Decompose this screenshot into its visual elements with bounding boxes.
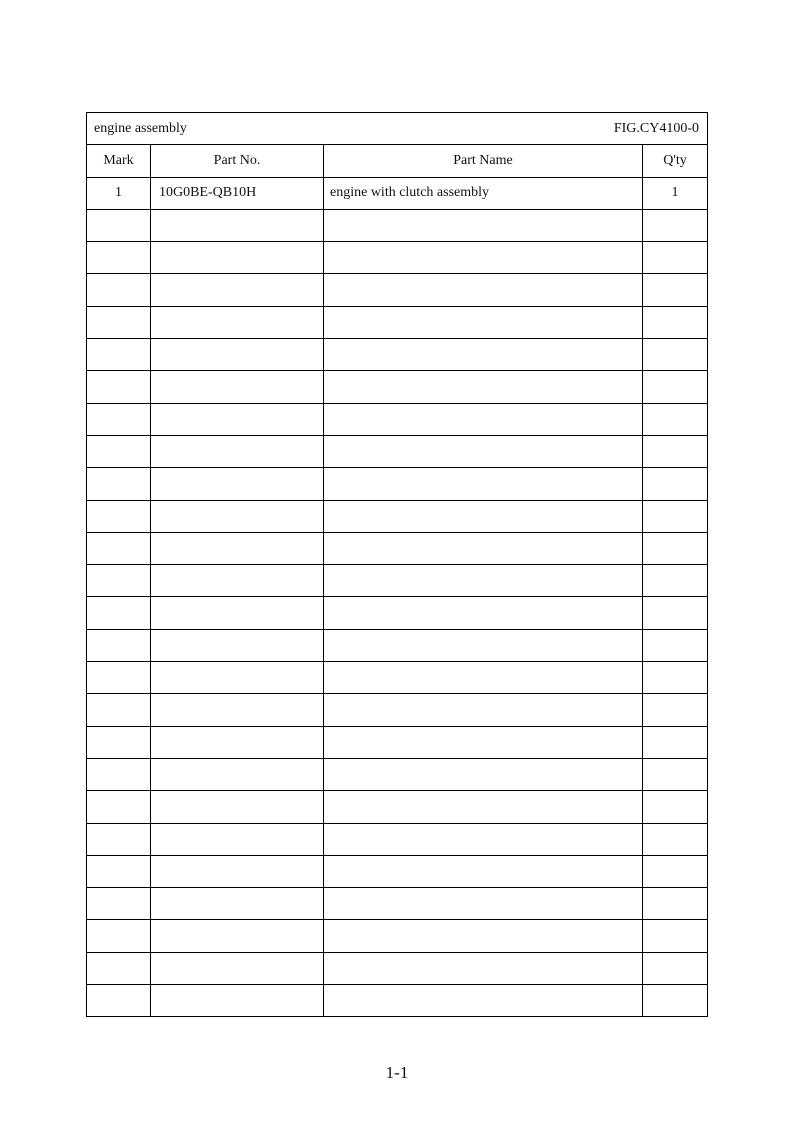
table-row <box>87 306 708 338</box>
cell-mark <box>87 920 151 952</box>
cell-qty <box>643 920 708 952</box>
cell-part-no <box>151 242 324 274</box>
cell-part-no <box>151 694 324 726</box>
cell-part-no <box>151 403 324 435</box>
table-row <box>87 177 708 209</box>
cell-part-no <box>151 823 324 855</box>
cell-part-no <box>151 952 324 984</box>
cell-qty <box>643 758 708 790</box>
cell-mark <box>87 565 151 597</box>
cell-part-no: 10G0BE-QB10H <box>151 177 324 209</box>
cell-part-name <box>324 888 643 920</box>
cell-qty <box>643 694 708 726</box>
cell-mark <box>87 306 151 338</box>
cell-mark <box>87 209 151 241</box>
cell-qty <box>643 209 708 241</box>
cell-mark <box>87 791 151 823</box>
cell-qty <box>643 435 708 467</box>
table-row <box>87 888 708 920</box>
table-row <box>87 500 708 532</box>
cell-mark <box>87 726 151 758</box>
cell-part-no <box>151 791 324 823</box>
cell-part-no <box>151 758 324 790</box>
cell-mark <box>87 662 151 694</box>
table-row <box>87 823 708 855</box>
cell-part-name <box>324 500 643 532</box>
column-header-part-no: Part No. <box>151 145 324 177</box>
cell-qty <box>643 597 708 629</box>
cell-part-no <box>151 985 324 1017</box>
table-body <box>87 113 708 1017</box>
table-row <box>87 726 708 758</box>
cell-part-name <box>324 791 643 823</box>
table-row <box>87 242 708 274</box>
cell-part-name <box>324 532 643 564</box>
cell-part-no <box>151 532 324 564</box>
cell-qty <box>643 726 708 758</box>
cell-part-name <box>324 985 643 1017</box>
cell-part-name <box>324 306 643 338</box>
cell-qty: 1 <box>643 177 708 209</box>
cell-qty <box>643 306 708 338</box>
cell-mark <box>87 532 151 564</box>
cell-part-name <box>324 371 643 403</box>
cell-part-no <box>151 371 324 403</box>
cell-part-name <box>324 823 643 855</box>
cell-mark <box>87 403 151 435</box>
cell-mark: 1 <box>87 177 151 209</box>
cell-part-name <box>324 758 643 790</box>
cell-part-name <box>324 726 643 758</box>
table-row <box>87 339 708 371</box>
cell-qty <box>643 500 708 532</box>
cell-part-no <box>151 888 324 920</box>
cell-mark <box>87 629 151 661</box>
cell-mark <box>87 371 151 403</box>
cell-mark <box>87 339 151 371</box>
page-number: 1-1 <box>385 1063 409 1082</box>
cell-mark <box>87 500 151 532</box>
cell-part-name <box>324 662 643 694</box>
table-row <box>87 855 708 887</box>
cell-part-no <box>151 306 324 338</box>
table-row <box>87 209 708 241</box>
table-row <box>87 952 708 984</box>
cell-part-name <box>324 597 643 629</box>
table-row <box>87 694 708 726</box>
cell-part-no <box>151 662 324 694</box>
cell-qty <box>643 629 708 661</box>
cell-part-name <box>324 209 643 241</box>
figure-number: FIG.CY4100-0 <box>613 120 700 136</box>
cell-part-name <box>324 920 643 952</box>
cell-qty <box>643 339 708 371</box>
cell-mark <box>87 823 151 855</box>
cell-mark <box>87 694 151 726</box>
table-row <box>87 468 708 500</box>
cell-part-no <box>151 274 324 306</box>
table-row <box>87 597 708 629</box>
cell-part-no <box>151 855 324 887</box>
cell-part-name <box>324 565 643 597</box>
cell-part-name <box>324 435 643 467</box>
cell-mark <box>87 855 151 887</box>
cell-qty <box>643 662 708 694</box>
cell-part-no <box>151 468 324 500</box>
cell-qty <box>643 371 708 403</box>
table-row <box>87 791 708 823</box>
cell-mark <box>87 468 151 500</box>
table-row <box>87 435 708 467</box>
table-row <box>87 371 708 403</box>
cell-part-no <box>151 435 324 467</box>
cell-part-no <box>151 597 324 629</box>
table-row <box>87 629 708 661</box>
cell-mark <box>87 242 151 274</box>
cell-qty <box>643 403 708 435</box>
cell-part-name <box>324 468 643 500</box>
cell-part-name <box>324 629 643 661</box>
table-row <box>87 565 708 597</box>
cell-part-no <box>151 565 324 597</box>
cell-qty <box>643 468 708 500</box>
cell-part-no <box>151 629 324 661</box>
cell-part-name <box>324 952 643 984</box>
cell-part-name <box>324 339 643 371</box>
cell-qty <box>643 274 708 306</box>
cell-part-no <box>151 920 324 952</box>
cell-mark <box>87 597 151 629</box>
cell-part-no <box>151 209 324 241</box>
cell-part-name <box>324 694 643 726</box>
cell-qty <box>643 532 708 564</box>
cell-qty <box>643 791 708 823</box>
column-header-row <box>87 145 708 177</box>
title-cell <box>87 113 708 145</box>
cell-qty <box>643 952 708 984</box>
column-header-qty: Q'ty <box>643 145 708 177</box>
cell-part-name <box>324 274 643 306</box>
cell-part-name <box>324 855 643 887</box>
table-row <box>87 662 708 694</box>
column-header-part-name: Part Name <box>324 145 643 177</box>
column-header-mark: Mark <box>87 145 151 177</box>
table-row <box>87 758 708 790</box>
cell-part-no <box>151 500 324 532</box>
cell-part-name: engine with clutch assembly <box>324 177 643 209</box>
assembly-title: engine assembly <box>94 120 187 136</box>
cell-mark <box>87 985 151 1017</box>
table-row <box>87 920 708 952</box>
cell-part-name <box>324 242 643 274</box>
cell-mark <box>87 274 151 306</box>
table-row <box>87 403 708 435</box>
table-row <box>87 985 708 1017</box>
cell-qty <box>643 888 708 920</box>
cell-qty <box>643 242 708 274</box>
cell-qty <box>643 565 708 597</box>
cell-part-no <box>151 339 324 371</box>
title-row <box>87 113 708 145</box>
cell-mark <box>87 952 151 984</box>
table-row <box>87 532 708 564</box>
cell-qty <box>643 855 708 887</box>
cell-mark <box>87 758 151 790</box>
cell-part-no <box>151 726 324 758</box>
cell-mark <box>87 888 151 920</box>
cell-qty <box>643 985 708 1017</box>
cell-qty <box>643 823 708 855</box>
cell-part-name <box>324 403 643 435</box>
cell-mark <box>87 435 151 467</box>
parts-table <box>86 112 708 1017</box>
table-row <box>87 274 708 306</box>
